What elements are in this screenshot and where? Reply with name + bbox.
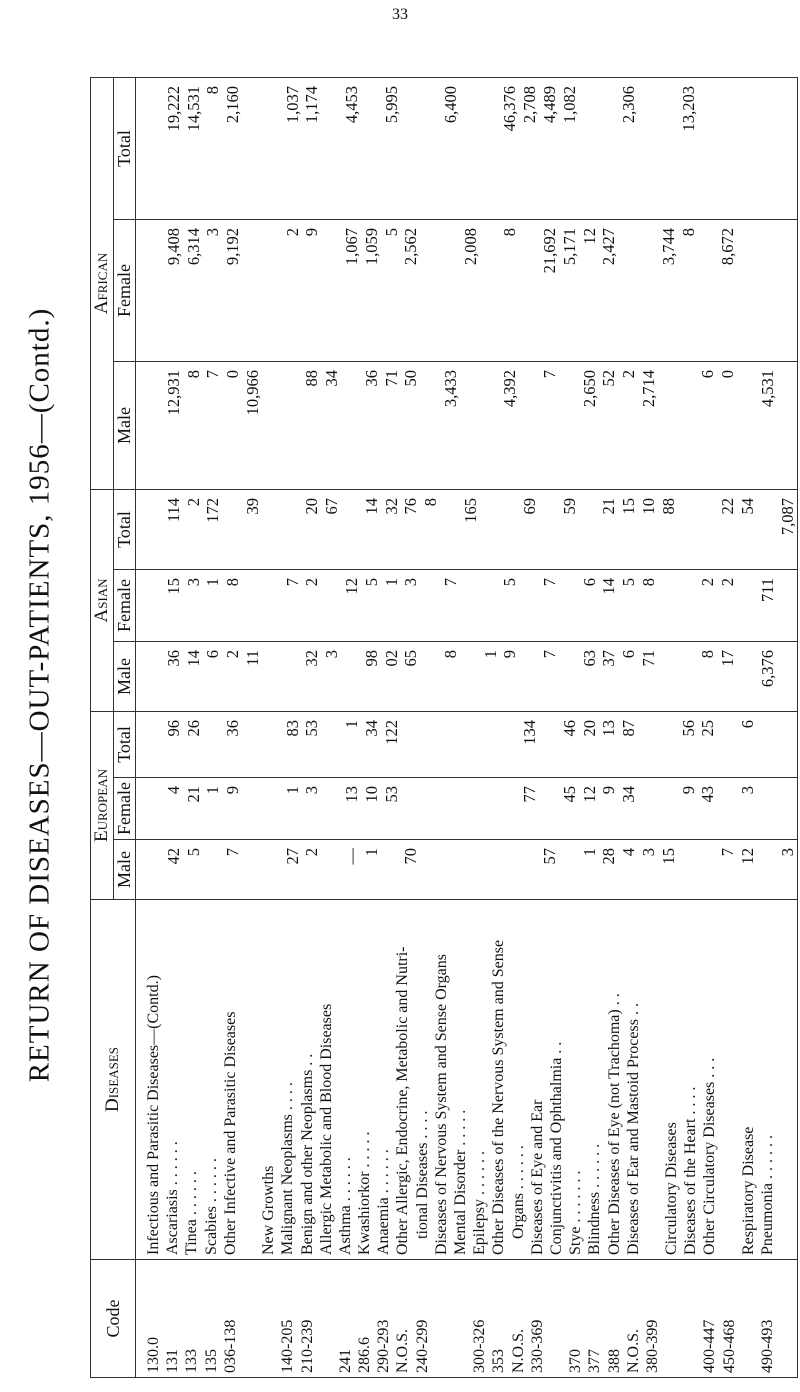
african-male-header: Male [114, 361, 136, 489]
european-female-header: Female [114, 778, 136, 840]
african-total-header: Total [114, 77, 136, 219]
group-header-row [91, 77, 114, 1377]
asian-female-cell: 15 3 1 8 7 2 12 5 1 3 7 5 7 6 14 5 8 2 2 711 [136, 569, 798, 641]
asian-total-header: Total [114, 489, 136, 569]
african-header: African [91, 77, 114, 489]
rotated-table-container [90, 78, 797, 1378]
european-total-header: Total [114, 711, 136, 777]
diseases-table [90, 77, 798, 1378]
diseases-cell: Infectious and Parasitic Diseases—(Contd.) Ascariasis . . . . . . Tinea . . . . . . Scabies . . . . . . Other Infective and Parasitic Diseases New Growths Malignant Neoplasms . . . . Benign and other Neoplasms . . Allergic Metabolic and Blood Diseases Asthma . . . . . . Kwashiorkor . . . . . Anaemia . . . . . . Other Allergic, Endocrine, Metabolic and Nutri- tional Diseases . . . . Diseases of Nervous System and Sense Organs Mental Disorder . . . . . Epilepsy . . . . . . Other Diseases of the Nervous System and Sense Organs . . . . . . Diseases of Eye and Ear Conjunctivitis and Ophthalmia . . Stye . . . . . . . Blindness . . . . . . Other Diseases of Eye (not Trachoma) . . Diseases of Ear and Mastoid Process . . Circulatory Diseases Diseases of the Heart . . . . Other Circulatory Diseases . . . Respiratory Disease Pneumonia . . . . . . [136, 900, 798, 1260]
african-female-header: Female [114, 219, 136, 361]
european-male-header: Male [114, 840, 136, 900]
asian-male-header: Male [114, 641, 136, 711]
european-female-cell: 4 21 1 9 1 3 13 10 53 77 45 12 9 34 9 43 3 [136, 778, 798, 840]
diseases-header: Diseases [91, 900, 136, 1260]
african-total-cell: 19,222 14,531 8 2,160 1,037 1,174 4,453 5,995 6,400 46,376 2,708 4,489 1,082 2,306 13,203 [136, 77, 798, 219]
side-title-text: RETURN OF DISEASES—OUT-PATIENTS, 1956—(Contd.) [23, 307, 56, 1083]
asian-total-cell: 114 2 172 39 20 67 14 32 76 8 165 69 59 21 15 10 88 22 54 7,087 [136, 489, 798, 569]
codes-cell: 130.0 131 133 135 036-138 140-205 210-239 241 286.6 290-293 N.O.S. 240-299 300-326 353 N.O.S. 330-369 370 377 388 N.O.S. 380-399 400-447 450-468 490-493 [136, 1260, 798, 1378]
african-male-cell: 12,931 8 7 0 10,966 88 34 36 71 50 3,433 4,392 7 2,650 52 2 2,714 6 0 4,531 [136, 361, 798, 489]
code-header: Code [91, 1260, 136, 1378]
african-female-cell: 9,408 6,314 3 9,192 2 9 1,067 1,059 5 2,562 2,008 8 21,692 5,171 12 2,427 3,744 8 8,672 [136, 219, 798, 361]
side-title [10, 90, 70, 1300]
page-number: 33 [392, 6, 408, 23]
asian-female-header: Female [114, 569, 136, 641]
european-header: European [91, 711, 114, 899]
european-total-cell: 96 26 36 83 53 1 34 122 134 46 20 13 87 56 25 6 [136, 711, 798, 777]
data-row [136, 77, 798, 1377]
asian-header: Asian [91, 489, 114, 711]
european-male-cell: 42 5 7 27 2 — 1 70 57 1 28 4 3 15 7 12 3 [136, 840, 798, 900]
asian-male-cell: 36 14 6 2 11 32 3 98 02 65 8 1 9 7 63 37 6 71 8 17 6,376 [136, 641, 798, 711]
